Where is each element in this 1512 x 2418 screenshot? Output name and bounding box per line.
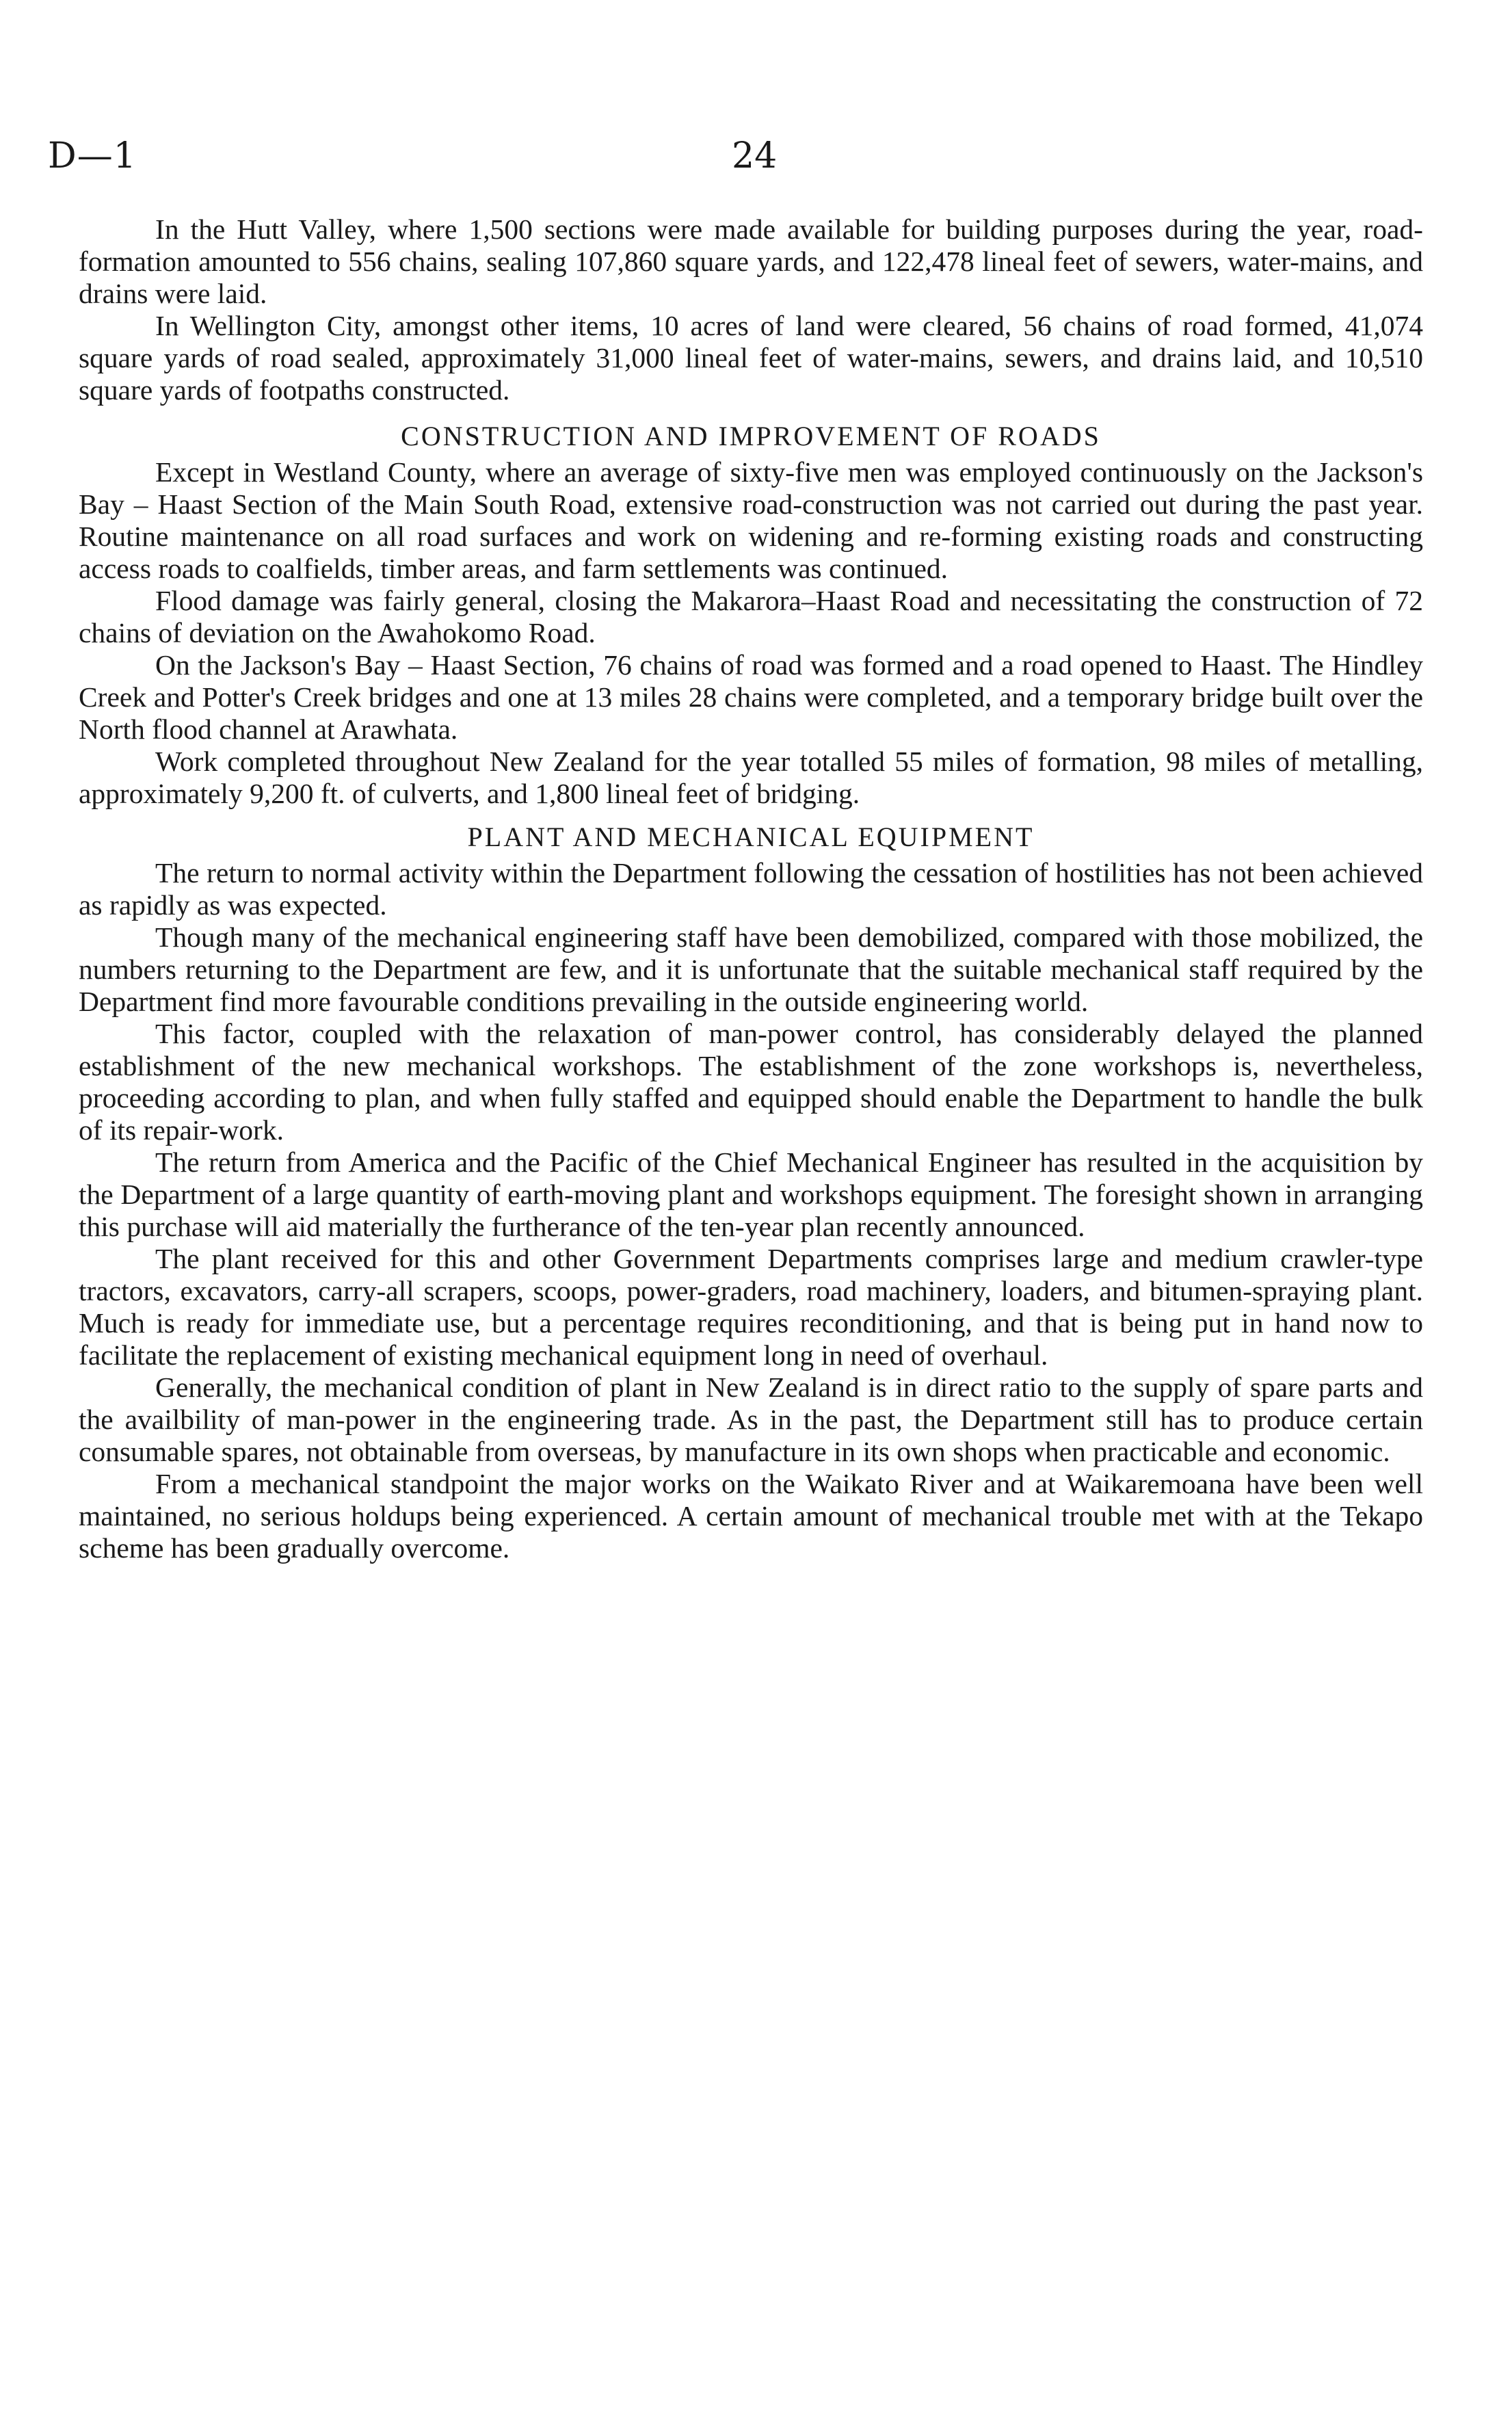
paragraph-plant-4: The return from America and the Pacific of the Chief Mechanical Engineer has resulted in the acquisition by the Department of a large quantity of earth-moving plant and workshops equipment. The foresight shown in arranging this purchase will aid materially the furtherance of the ten-year plan recently announced. [79,1146,1423,1242]
paragraph-plant-5: The plant received for this and other Government Departments comprises large and medium crawler-type tractors, excavators, carry-all scrapers, scoops, power-graders, road machinery, loaders, and bitumen-spraying plant. Much is ready for immediate use, but a percentage requires reconditioning, and that is being put in hand now to facilitate the replacement of existing mechanical equipment long in need of overhaul. [79,1243,1423,1371]
paragraph-roads-4: Work completed throughout New Zealand for the year totalled 55 miles of formation, 98 miles of metalling, approximately 9,200 ft. of culverts, and 1,800 lineal feet of bridging. [79,746,1423,809]
section-heading-roads: CONSTRUCTION AND IMPROVEMENT OF ROADS [401,421,1101,451]
page-number: 24 [732,135,778,176]
paragraph-plant-1: The return to normal activity within the Department following the cessation of hostilities has not been achieved as rapidly as was expected. [79,857,1423,921]
paragraph-roads-2: Flood damage was fairly general, closing the Makarora–Haast Road and necessitating the construction of 72 chains of deviation on the Awahokomo Road. [79,585,1423,648]
paragraph-hutt-valley: In the Hutt Valley, where 1,500 sections were made available for building purposes during the year, road-formation amounted to 556 chains, sealing 107,860 square yards, and 122,478 lineal feet of sewers, water-mains, and drains were laid. [79,213,1423,309]
paragraph-plant-3: This factor, coupled with the relaxation of man-power control, has considerably delayed the planned establishment of the new mechanical workshops. The establishment of the zone workshops is, nevertheless, proceeding according to plan, and when fully staffed and equipped should enable the Department to handle the bulk of its repair-work. [79,1018,1423,1146]
paragraph-plant-7: From a mechanical standpoint the major works on the Waikato River and at Waikaremoana have been well maintained, no serious holdups being experienced. A certain amount of mechanical trouble met with at the Tekapo scheme has been gradually overcome. [79,1468,1423,1564]
paragraph-plant-6: Generally, the mechanical condition of plant in New Zealand is in direct ratio to the supply of spare parts and the availbility of man-power in the engineering trade. As in the past, the Department still has to produce certain consumable spares, not obtainable from overseas, by manufacture in its own shops when practicable and economic. [79,1371,1423,1467]
paragraph-roads-3: On the Jackson's Bay – Haast Section, 76 chains of road was formed and a road opened to Haast. The Hindley Creek and Potter's Creek bridges and one at 13 miles 28 chains were completed, and a temporary bridge built over the North flood channel at Arawhata. [79,649,1423,745]
document-code: D—1 [48,135,137,176]
paragraph-wellington-city: In Wellington City, amongst other items, 10 acres of land were cleared, 56 chains of road formed, 41,074 square yards of road sealed, approximately 31,000 lineal feet of water-mains, sewers, and drains laid, and 10,510 square yards of footpaths constructed. [79,310,1423,406]
section-heading-plant: PLANT AND MECHANICAL EQUIPMENT [467,822,1035,852]
page-header [48,135,1464,190]
body-text [79,213,1423,1564]
paragraph-roads-1: Except in Westland County, where an average of sixty-five men was employed continuously on the Jackson's Bay – Haast Section of the Main South Road, extensive road-construction was not carried out during the past year. Routine maintenance on all road surfaces and work on widening and re-forming existing roads and constructing access roads to coalfields, timber areas, and farm settlements was continued. [79,456,1423,584]
paragraph-plant-2: Though many of the mechanical engineering staff have been demobilized, compared with those mobilized, the numbers returning to the Department are few, and it is unfortunate that the suitable mechanical staff required by the Department find more favourable conditions prevailing in the outside engineering world. [79,921,1423,1017]
